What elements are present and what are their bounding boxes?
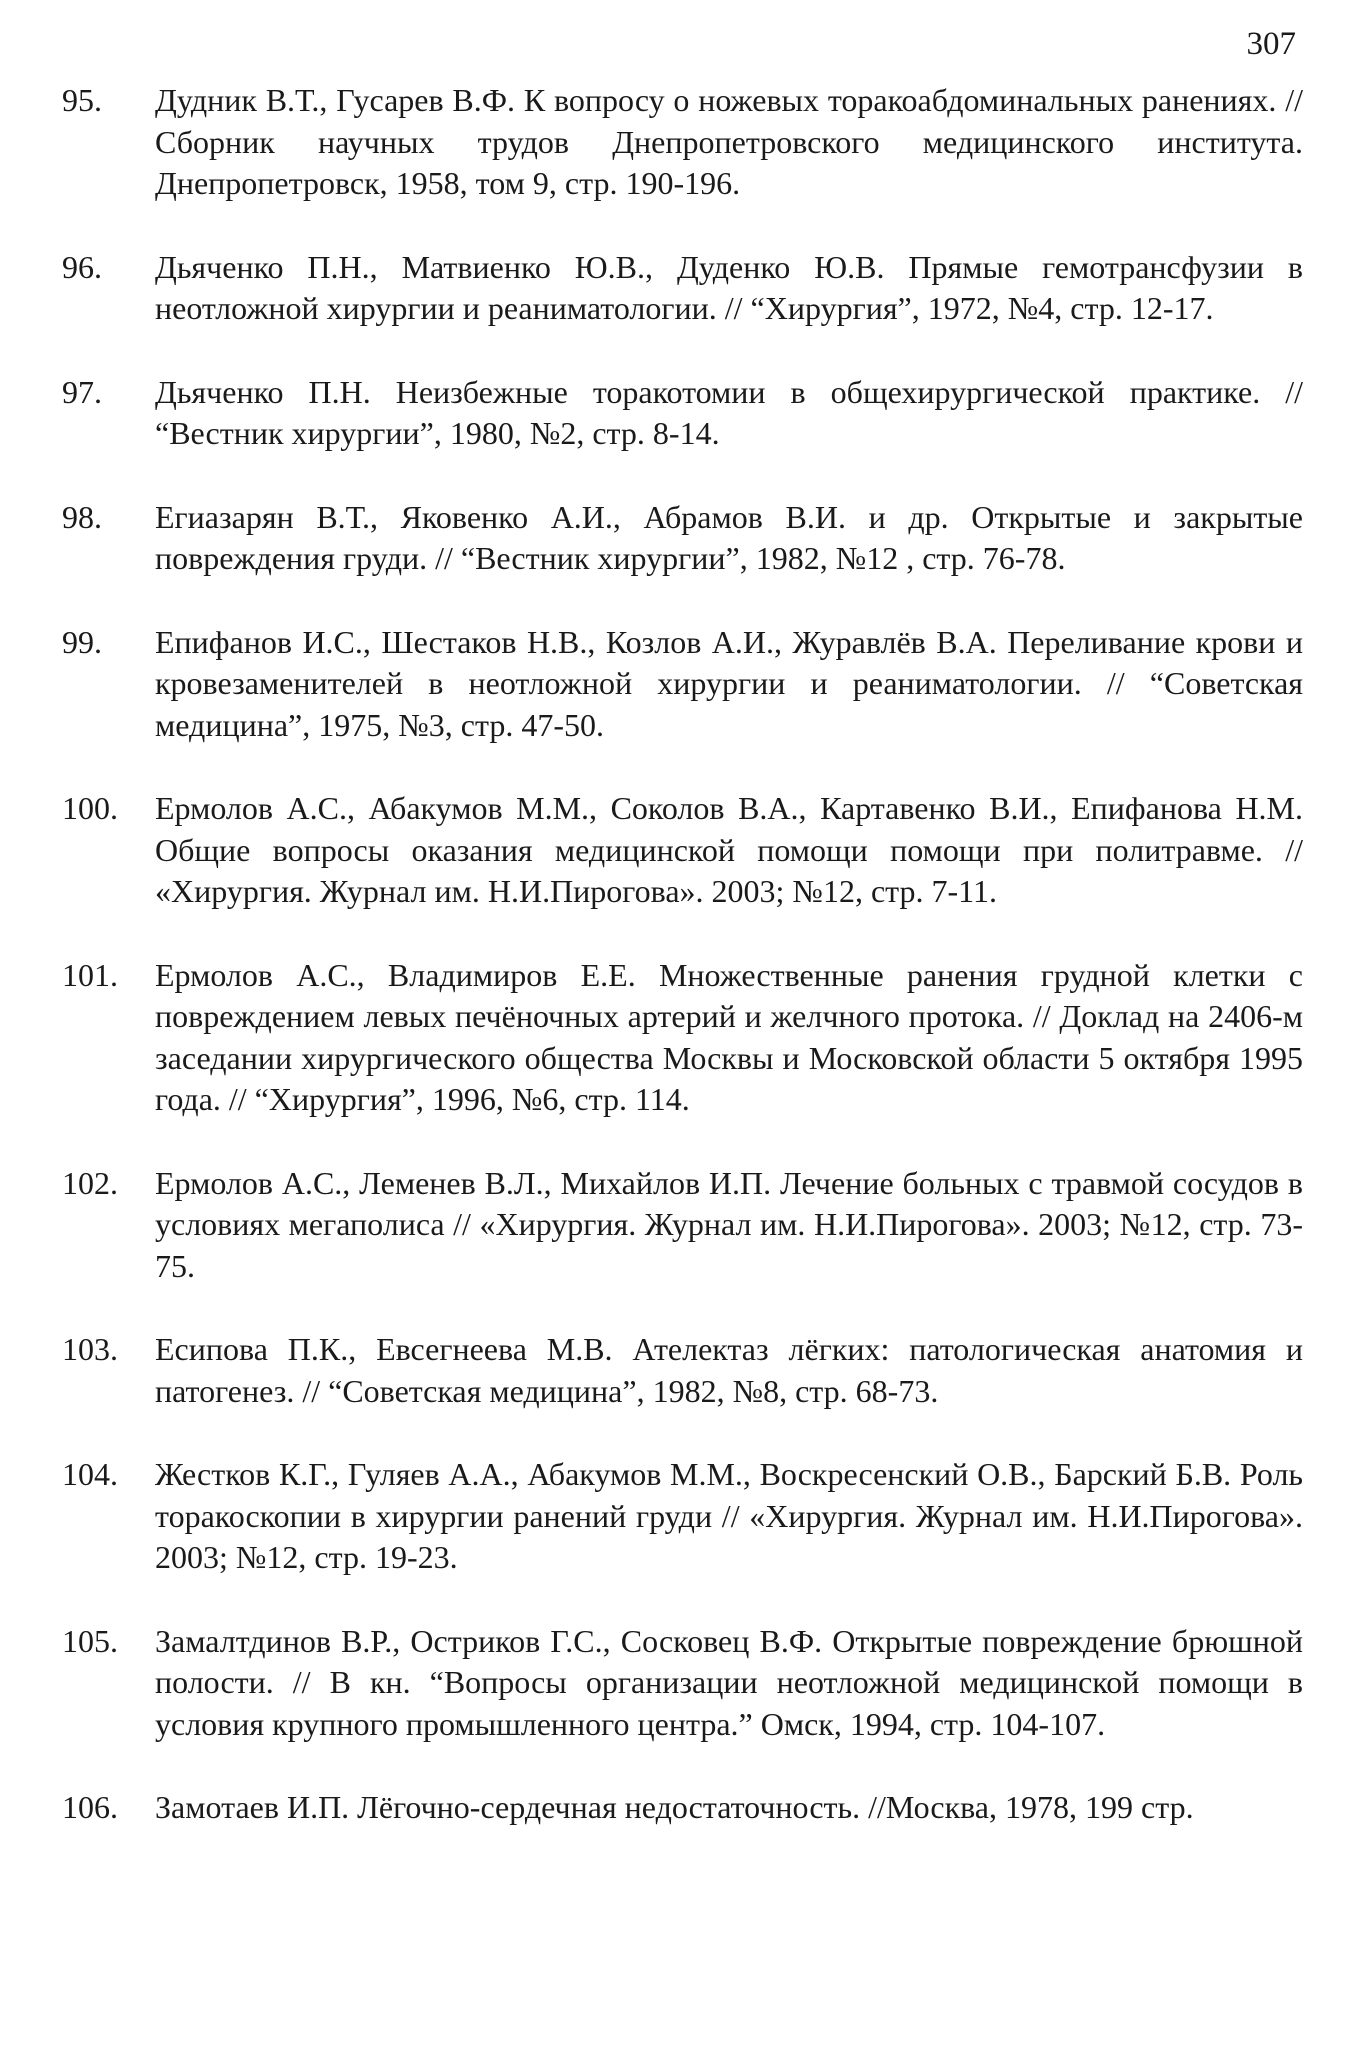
page-number: 307 — [1246, 26, 1296, 62]
reference-item — [0, 955, 1371, 1121]
reference-number: 103. — [62, 1331, 118, 1367]
reference-number: 105. — [62, 1622, 118, 1659]
reference-number: 101. — [62, 956, 118, 993]
reference-text: Замалтдинов В.Р., Остриков Г.С., Сосковец В.Ф. Открытые повреждение брюшной полости. // В кн. “Вопросы организации неотложной медицинской помощи в условия крупного промышленного центра.” Омск, 1994, стр. 104-107. — [155, 1622, 1303, 1742]
reference-text: Епифанов И.С., Шестаков Н.В., Козлов А.И., Журавлёв В.А. Переливание крови и кровезаменителей в неотложной хирургии и реаниматологии. // “Советская медицина”, 1975, №3, стр. 47-50. — [155, 623, 1303, 743]
reference-item — [0, 1329, 1371, 1412]
reference-item — [0, 1454, 1371, 1579]
reference-number: 95. — [62, 82, 102, 118]
reference-text: Жестков К.Г., Гуляев А.А., Абакумов М.М., Воскресенский О.В., Барский Б.В. Роль торакоскопии в хирургии ранений груди // «Хирургия. Журнал им. Н.И.Пирогова». 2003; №12, стр. 19-23. — [155, 1456, 1303, 1575]
reference-number: 106. — [62, 1789, 118, 1825]
reference-number: 96. — [62, 248, 102, 285]
reference-number: 99. — [62, 623, 102, 660]
reference-item — [0, 1163, 1371, 1288]
reference-text: Есипова П.К., Евсегнеева М.В. Ателектаз лёгких: патологическая анатомия и патогенез. // “Советская медицина”, 1982, №8, стр. 68-73. — [155, 1331, 1303, 1409]
reference-item — [0, 1787, 1371, 1829]
reference-text: Замотаев И.П. Лёгочно-сердечная недостаточность. //Москва, 1978, 199 стр. — [155, 1789, 1194, 1825]
reference-item — [0, 622, 1371, 747]
reference-list — [0, 80, 1371, 1871]
reference-number: 100. — [62, 790, 118, 826]
reference-text: Дудник В.Т., Гусарев В.Ф. К вопросу о ножевых торакоабдоминальных ранениях. // Сборник научных трудов Днепропетровского медицинского института. Днепропетровск, 1958, том 9, стр. 190-196. — [155, 82, 1303, 201]
reference-text: Егиазарян В.Т., Яковенко А.И., Абрамов В.И. и др. Открытые и закрытые повреждения груди. // “Вестник хирургии”, 1982, №12 , стр. 76-78. — [155, 498, 1303, 576]
reference-item — [0, 788, 1371, 913]
reference-text: Ермолов А.С., Леменев В.Л., Михайлов И.П. Лечение больных с травмой сосудов в условиях мегаполиса // «Хирургия. Журнал им. Н.И.Пирогова». 2003; №12, стр. 73-75. — [155, 1164, 1303, 1284]
reference-item — [0, 247, 1371, 330]
reference-number: 98. — [62, 498, 102, 535]
reference-number: 102. — [62, 1164, 118, 1201]
reference-text: Ермолов А.С., Владимиров Е.Е. Множественные ранения грудной клетки с повреждением левых печёночных артерий и желчного протока. // Доклад на 2406-м заседании хирургического общества Москвы и Московской области 5 октября 1995 года. // “Хирургия”, 1996, №6, стр. 114. — [155, 956, 1303, 1117]
reference-item — [0, 372, 1371, 455]
reference-number: 97. — [62, 373, 102, 410]
reference-item — [0, 80, 1371, 205]
reference-item — [0, 1621, 1371, 1746]
reference-item — [0, 497, 1371, 580]
reference-text: Дьяченко П.Н. Неизбежные торакотомии в общехирургической практике. // “Вестник хирургии”, 1980, №2, стр. 8-14. — [155, 373, 1303, 451]
reference-text: Ермолов А.С., Абакумов М.М., Соколов В.А., Картавенко В.И., Епифанова Н.М. Общие вопросы оказания медицинской помощи помощи при политравме. // «Хирургия. Журнал им. Н.И.Пирогова». 2003; №12, стр. 7-11. — [155, 790, 1303, 909]
reference-text: Дьяченко П.Н., Матвиенко Ю.В., Дуденко Ю.В. Прямые гемотрансфузии в неотложной хирургии и реаниматологии. // “Хирургия”, 1972, №4, стр. 12-17. — [155, 248, 1303, 326]
reference-number: 104. — [62, 1456, 118, 1492]
